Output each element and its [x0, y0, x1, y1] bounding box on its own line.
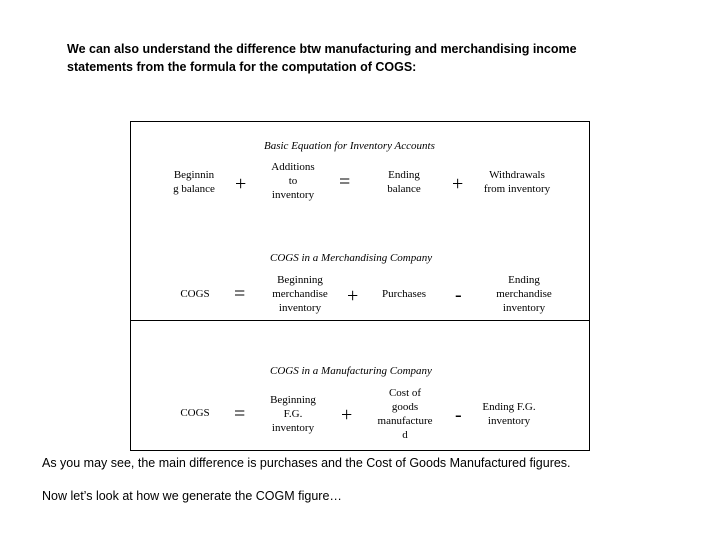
section2-term-purchases: Purchases	[382, 288, 426, 300]
section1-term-ending-balance: Ending balance	[387, 169, 421, 195]
intro-line-1: We can also understand the difference btw manufacturing and merchandising income	[67, 42, 577, 56]
section2-term-cogs: COGS	[180, 288, 210, 300]
section1-term-additions: Additions to inventory	[271, 161, 315, 201]
section3-term-cogs: COGS	[180, 407, 210, 419]
section1-equals-op: =	[339, 171, 351, 193]
bottom-line-1: As you may see, the main difference is purchases and the Cost of Goods Manufactured figures.	[42, 456, 571, 470]
section1-term-beginning-balance: Beginnin g balance	[173, 169, 215, 195]
section2-term-beginning-merchandise: Beginning merchandise inventory	[272, 274, 328, 314]
intro-text	[67, 40, 667, 76]
section2-minus-op: -	[455, 284, 462, 306]
section3-heading: COGS in a Manufacturing Company	[270, 365, 432, 377]
bottom-line-2: Now let’s look at how we generate the COGM figure…	[42, 489, 342, 503]
section3-term-beginning-fg: Beginning F.G. inventory	[270, 394, 316, 434]
section3-equals-op: =	[234, 403, 246, 425]
section2-plus-op: +	[347, 285, 359, 307]
section2-equals-op: =	[234, 283, 246, 305]
section1-plus-op-1: +	[235, 173, 247, 195]
section3-minus-op: -	[455, 404, 462, 426]
section2-heading: COGS in a Merchandising Company	[270, 252, 433, 264]
section1-heading: Basic Equation for Inventory Accounts	[264, 140, 435, 152]
section1-term-withdrawals: Withdrawals from inventory	[483, 169, 551, 195]
intro-line-2: statements from the formula for the computation of COGS:	[67, 60, 417, 74]
divider-line	[130, 320, 590, 321]
section3-term-cost-of-goods-manufactured: Cost of goods manufacture d	[377, 387, 433, 441]
section3-plus-op: +	[341, 404, 353, 426]
section2-term-ending-merchandise: Ending merchandise inventory	[496, 274, 552, 314]
section3-term-ending-fg: Ending F.G. inventory	[482, 401, 536, 427]
section1-plus-op-2: +	[452, 173, 464, 195]
